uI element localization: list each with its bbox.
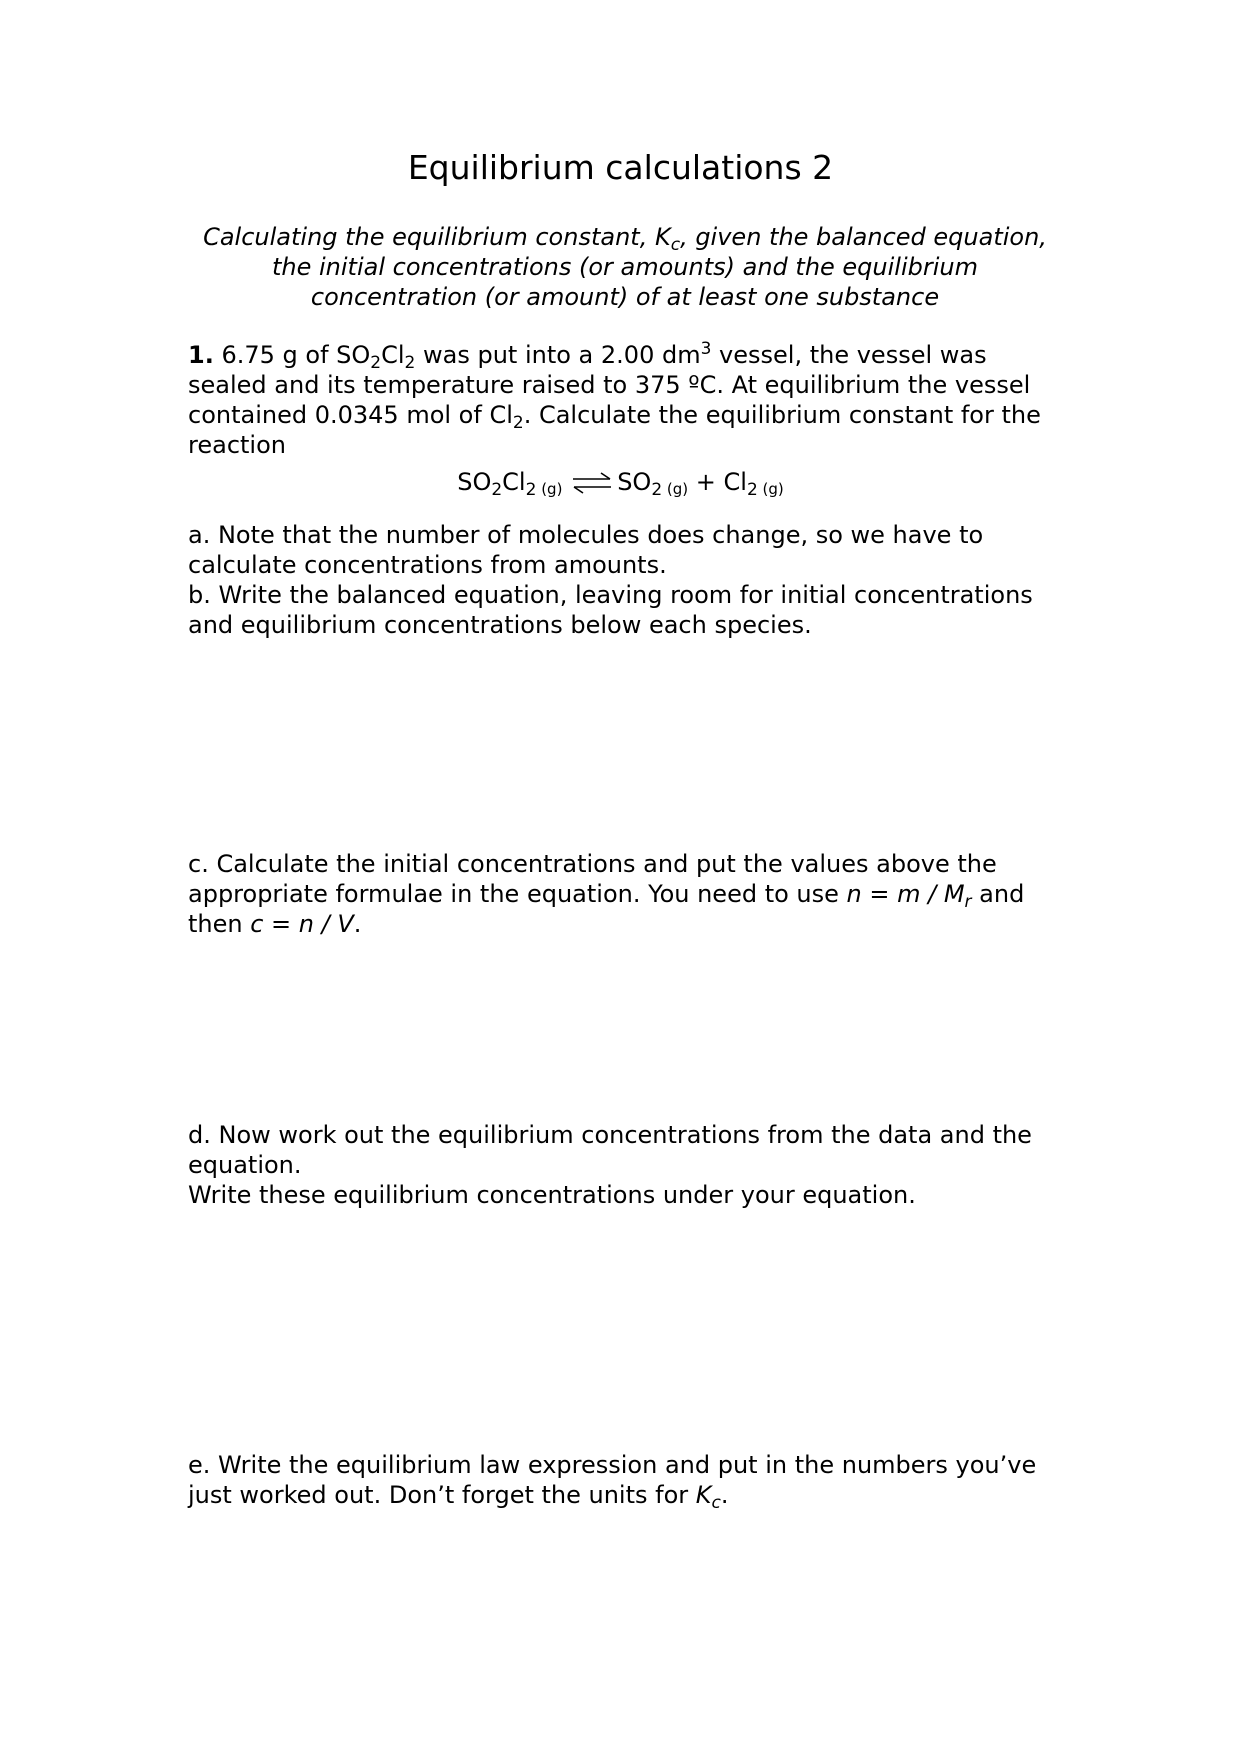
q1-sub-1: 2	[370, 353, 382, 373]
reactant-sub-1: 2	[491, 480, 503, 500]
page-title: Equilibrium calculations 2	[407, 148, 834, 187]
part-c-text-2: and then	[188, 880, 1025, 938]
q1-sub-3: 2	[512, 413, 524, 433]
part-e-text-2: .	[720, 1481, 729, 1509]
product-1-sub: 2	[651, 480, 663, 500]
q1-sub-2: 2	[404, 353, 416, 373]
plus-sign: +	[688, 468, 724, 496]
part-b: b. Write the balanced equation, leaving room for initial concentrations and equilibrium concentrations below each species.	[188, 581, 1033, 639]
reactant-sub-2: 2	[525, 480, 537, 500]
part-c	[188, 849, 1068, 939]
part-c-text-1: c. Calculate the initial concentrations and put the values above the appropriate formulae in the equation. You need to use	[188, 850, 997, 908]
question-number: 1.	[188, 341, 214, 369]
page-subtitle	[190, 222, 1060, 312]
product-2-cl: Cl	[723, 468, 747, 496]
subtitle-kc-subscript: c	[670, 235, 681, 255]
part-e	[188, 1450, 1068, 1513]
product-1	[617, 468, 689, 500]
formula-n-m-mr: n = m / M	[846, 880, 965, 908]
part-d	[188, 1120, 1068, 1210]
reaction-equation	[0, 466, 1241, 505]
equilibrium-arrow-icon	[571, 472, 613, 494]
q1-sup-3: 3	[700, 339, 712, 359]
reactant	[457, 468, 568, 500]
question-1	[188, 340, 1068, 460]
part-e-kc-subscript: c	[711, 1493, 721, 1513]
part-a: a. Note that the number of molecules does change, so we have to calculate concentrations from amounts.	[188, 521, 984, 579]
reactant-cl: Cl	[502, 468, 526, 496]
product-2-state: (g)	[757, 480, 784, 498]
subtitle-text-1: Calculating the equilibrium constant,	[203, 223, 655, 251]
part-d-line-2: Write these equilibrium concentrations under your equation.	[188, 1181, 916, 1209]
part-e-kc-symbol: K	[695, 1481, 712, 1509]
q1-text-1: 6.75 g of SO	[213, 341, 371, 369]
q1-text-3: was put into a 2.00 dm	[415, 341, 701, 369]
formula-mr-subscript: r	[964, 892, 972, 912]
part-d-line-1: d. Now work out the equilibrium concentrations from the data and the equation.	[188, 1121, 1032, 1179]
subtitle-kc-symbol: K	[654, 223, 671, 251]
q1-text-2: Cl	[381, 341, 405, 369]
product-1-state: (g)	[662, 480, 689, 498]
reactant-so: SO	[457, 468, 492, 496]
formula-c-n-v: c = n / V	[250, 910, 354, 938]
part-e-text-1: e. Write the equilibrium law expression and put in the numbers you’ve just worked out. Don’t forget the units for	[188, 1451, 1037, 1509]
q1-text-5: . Calculate the equilibrium constant for the reaction	[188, 401, 1041, 459]
subtitle-text-2: , given the balanced equation, the initial concentrations (or amounts) and the equilibrium concentration (or amount) of at least one substance	[271, 223, 1047, 311]
q1-text-4: vessel, the vessel was sealed and its temperature raised to 375 ºC. At equilibrium the vessel contained 0.0345 mol of Cl	[188, 341, 1031, 429]
part-c-text-3: .	[353, 910, 362, 938]
reactant-state: (g)	[536, 480, 568, 498]
product-1-so: SO	[617, 468, 652, 496]
product-2	[723, 468, 784, 500]
product-2-sub: 2	[746, 480, 758, 500]
